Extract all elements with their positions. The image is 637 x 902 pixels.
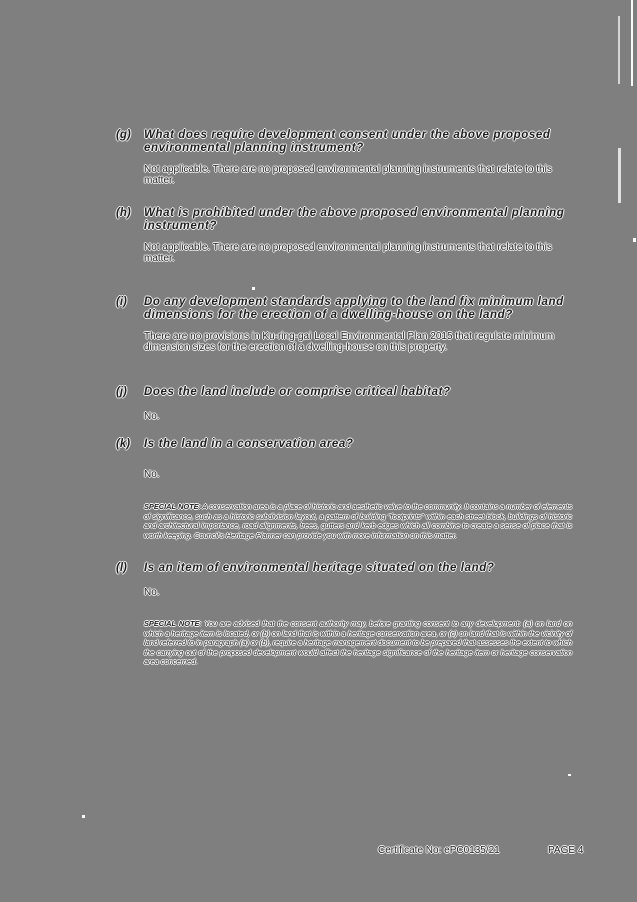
scan-speck bbox=[568, 774, 571, 776]
section-question: Does the land include or comprise critical habitat? bbox=[144, 386, 451, 398]
section-letter: (l) bbox=[116, 562, 127, 574]
special-note-heritage bbox=[144, 619, 572, 667]
certificate-number: Certificate No: ePC0135/21 bbox=[378, 845, 500, 856]
note-label: SPECIAL NOTE bbox=[144, 502, 199, 511]
section-g bbox=[116, 129, 576, 186]
section-answer: No. bbox=[144, 411, 160, 422]
section-answer: Not applicable. There are no proposed environmental planning instruments that relate to this matter. bbox=[144, 242, 552, 264]
scan-speck bbox=[82, 815, 85, 818]
section-letter: (j) bbox=[116, 386, 127, 398]
section-question: Is an item of environmental heritage situated on the land? bbox=[144, 562, 495, 574]
note-text: : A conservation area is a place of historic and aesthetic value to the community. It contains a number of elements of significance, such as a historic subdivision layout, a pattern of building "footprints" within each street block, buildings of historic and architectural importance, road alignments, trees, gutters and kerb edges which all combine to create a sense of place that is worth keeping. Council's Heritage Planner can provide you with more information on this matter. bbox=[144, 502, 573, 540]
section-i bbox=[116, 296, 576, 353]
special-note-conservation bbox=[144, 502, 572, 540]
section-l bbox=[116, 562, 576, 598]
scan-edge-mark bbox=[633, 238, 636, 242]
scan-edge-mark bbox=[618, 16, 620, 84]
section-question: What is prohibited under the above proposed environmental planning instrument? bbox=[144, 207, 565, 232]
section-k bbox=[116, 438, 576, 480]
section-j bbox=[116, 386, 576, 422]
page-number: PAGE 4 bbox=[548, 845, 584, 856]
section-question: What does require development consent under the above proposed environmental planning instrument? bbox=[144, 129, 551, 154]
section-answer: No. bbox=[144, 469, 160, 480]
section-letter: (h) bbox=[116, 207, 131, 219]
note-label: SPECIAL NOTE bbox=[144, 619, 200, 628]
section-letter: (k) bbox=[116, 438, 131, 450]
section-answer: Not applicable. There are no proposed environmental planning instruments that relate to this matter. bbox=[144, 164, 552, 186]
section-answer: There are no provisions in Ku-ring-gai Local Environmental Plan 2015 that regulate minimum dimension sizes for the erection of a dwelling-house on this property. bbox=[144, 331, 555, 353]
section-question: Is the land in a conservation area? bbox=[144, 438, 354, 450]
scan-edge-mark bbox=[618, 148, 621, 203]
section-question: Do any development standards applying to the land fix minimum land dimensions for the erection of a dwelling-house on the land? bbox=[144, 296, 564, 321]
section-letter: (g) bbox=[116, 129, 131, 141]
section-h bbox=[116, 207, 576, 264]
section-letter: (i) bbox=[116, 296, 127, 308]
scan-speck bbox=[252, 287, 255, 290]
scan-edge-mark bbox=[631, 0, 633, 86]
note-text: : You are advised that the consent authority may, before granting consent to any development: (a) on land on which a heritage item is located, or (b) on land that is within a heritage conservation area, or (c) on land that is within the vicinity of land referred to in paragraph (a) or (b), require a heritage management document to be prepared that assesses the extent to which the carrying out of the proposed development would affect the heritage significance of the heritage item or heritage conservation area concerned. bbox=[144, 619, 573, 667]
section-answer: No. bbox=[144, 587, 160, 598]
